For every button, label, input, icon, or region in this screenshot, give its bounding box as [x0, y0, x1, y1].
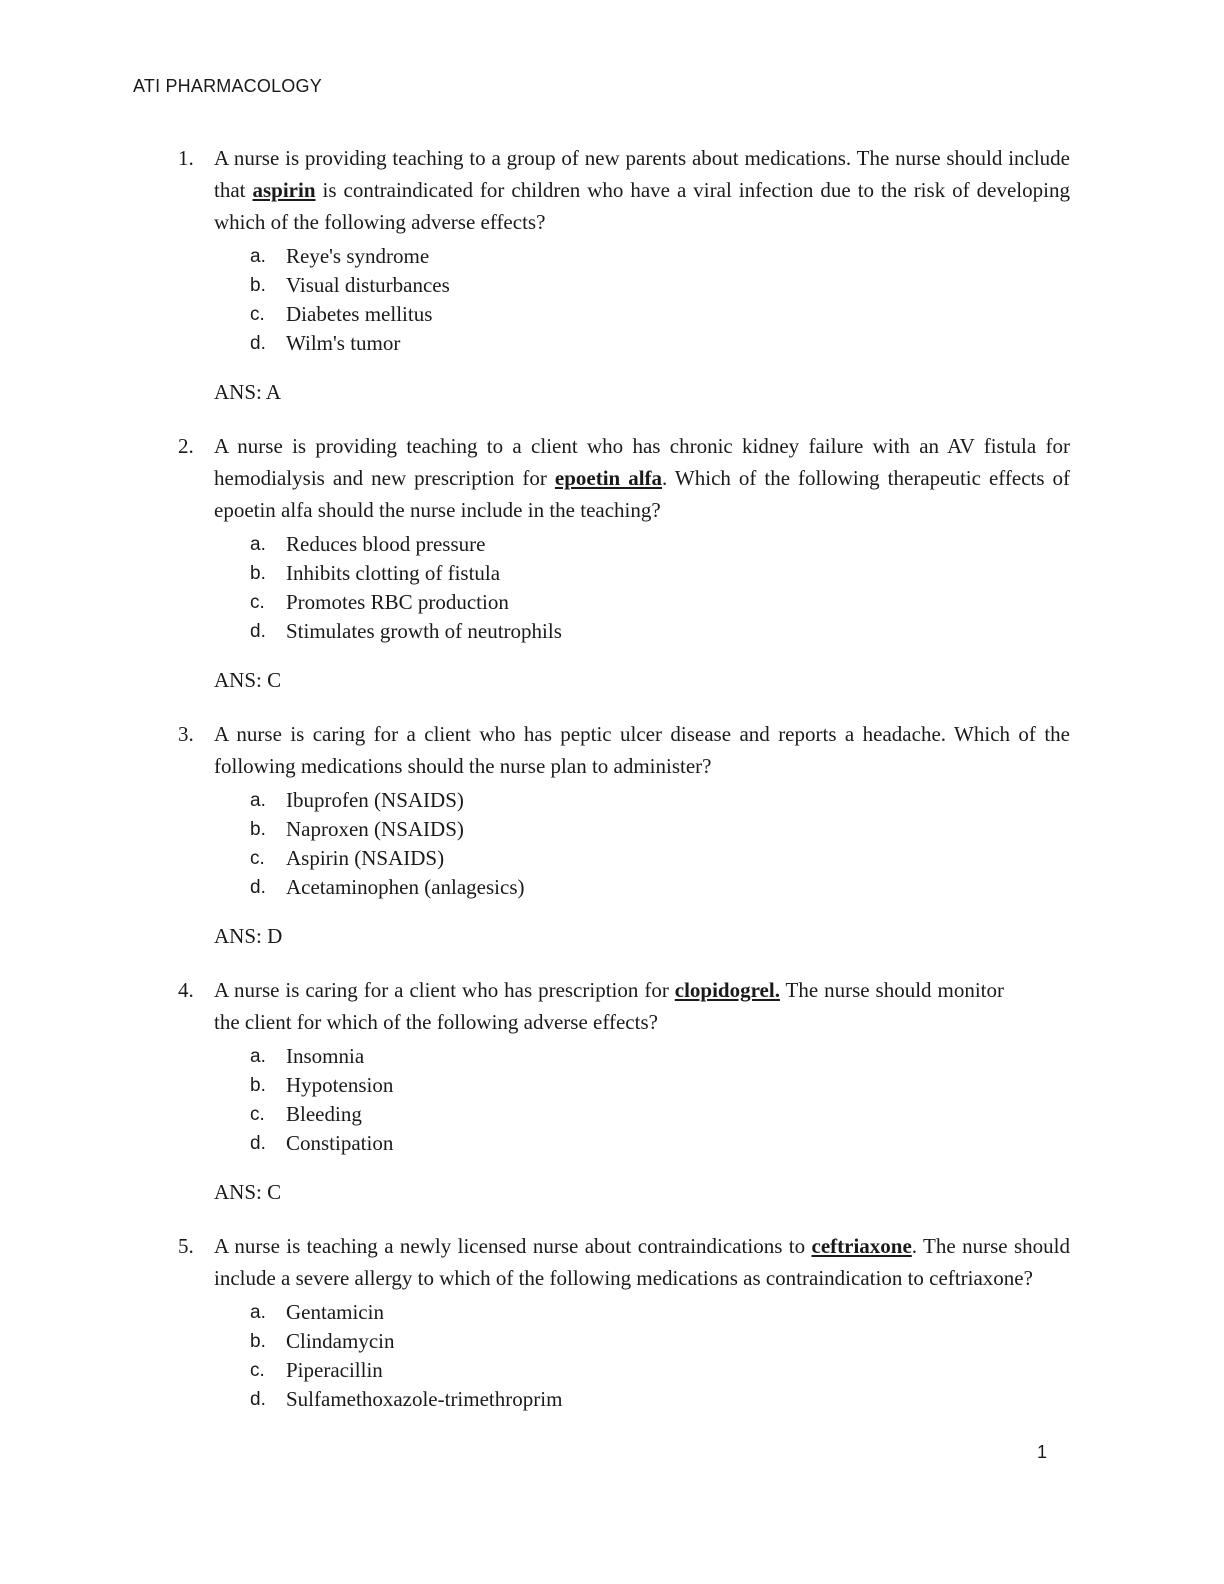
question-number: 4.: [178, 978, 194, 1002]
option-b: b. Hypotension: [250, 1073, 394, 1097]
drug-name: aspirin: [252, 178, 316, 202]
question-stem: A nurse is caring for a client who has prescription for clopidogrel. The nurse should monitor the client for which of the following adverse effects?: [214, 978, 1005, 1034]
question-1: [0, 142, 1224, 408]
question-5: [0, 1230, 1224, 1414]
drug-name: clopidogrel.: [674, 978, 780, 1002]
option-list: [0, 1042, 1224, 1158]
option-d: d. Wilm's tumor: [250, 331, 401, 355]
option-d: d. Constipation: [250, 1131, 394, 1155]
option-list: [0, 242, 1224, 358]
option-list: [0, 786, 1224, 902]
option-c: c. Piperacillin: [250, 1358, 383, 1382]
question-3: [0, 718, 1224, 952]
question-stem: A nurse is teaching a newly licensed nurse about contraindications to ceftriaxone. The nurse should include a severe allergy to which of the following medications as contraindication to ceftriaxone?: [214, 1234, 1070, 1290]
option-a: a. Insomnia: [250, 1044, 365, 1068]
option-list: [0, 530, 1224, 646]
option-a: a. Gentamicin: [250, 1300, 384, 1324]
option-d: d. Sulfamethoxazole-trimethroprim: [250, 1387, 563, 1411]
option-a: a. Reduces blood pressure: [250, 532, 486, 556]
option-d: d. Stimulates growth of neutrophils: [250, 619, 562, 643]
document-header-title: ATI PHARMACOLOGY: [133, 76, 322, 96]
answer-key: ANS: C: [214, 1180, 282, 1204]
question-list: [0, 142, 1224, 1436]
drug-name: ceftriaxone: [811, 1234, 912, 1258]
answer-key: ANS: A: [214, 380, 282, 404]
question-number: 5.: [178, 1234, 194, 1258]
question-number: 3.: [178, 722, 194, 746]
option-b: b. Visual disturbances: [250, 273, 450, 297]
question-stem: A nurse is caring for a client who has peptic ulcer disease and reports a headache. Which of the following medications should the nurse plan to administer?: [214, 722, 1070, 778]
drug-name: epoetin alfa: [554, 466, 663, 490]
page-number: 1: [1037, 1442, 1048, 1462]
question-stem: A nurse is providing teaching to a group of new parents about medications. The nurse should include that aspirin is contraindicated for children who have a viral infection due to the risk of developing which of the following adverse effects?: [214, 146, 1070, 234]
option-d: d. Acetaminophen (anlagesics): [250, 875, 525, 899]
question-4: [0, 974, 1224, 1208]
option-a: a. Reye's syndrome: [250, 244, 430, 268]
answer-key: ANS: C: [214, 668, 282, 692]
option-c: c. Promotes RBC production: [250, 590, 509, 614]
option-b: b. Naproxen (NSAIDS): [250, 817, 464, 841]
option-list: [0, 1298, 1224, 1414]
answer-key: ANS: D: [214, 924, 283, 948]
option-c: c. Diabetes mellitus: [250, 302, 433, 326]
option-c: c. Bleeding: [250, 1102, 362, 1126]
question-number: 2.: [178, 434, 194, 458]
option-b: b. Inhibits clotting of fistula: [250, 561, 501, 585]
option-b: b. Clindamycin: [250, 1329, 395, 1353]
question-2: [0, 430, 1224, 696]
question-stem: A nurse is providing teaching to a client who has chronic kidney failure with an AV fistula for hemodialysis and new prescription for epoetin alfa. Which of the following therapeutic effects of epoetin alfa should the nurse include in the teaching?: [214, 434, 1071, 522]
option-a: a. Ibuprofen (NSAIDS): [250, 788, 464, 812]
question-number: 1.: [178, 146, 194, 170]
option-c: c. Aspirin (NSAIDS): [250, 846, 445, 870]
